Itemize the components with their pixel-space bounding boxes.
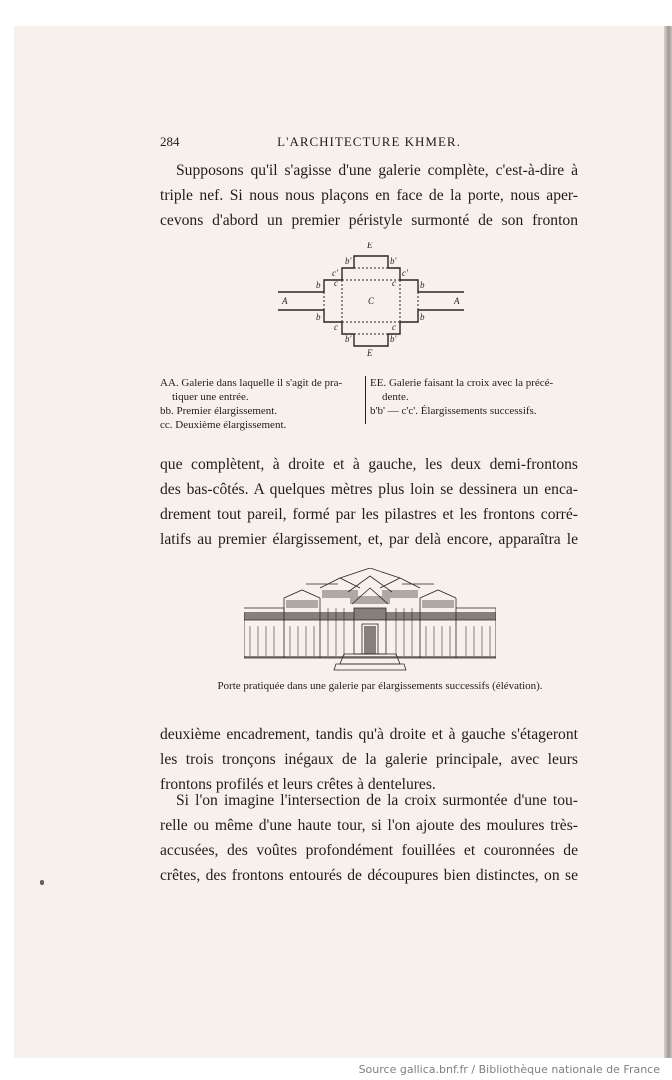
label-C: C [368, 296, 375, 306]
label-b-prime: b' [390, 256, 397, 266]
text-line: crêtes, des frontons entourés de découpures bien distinctes, on se [160, 867, 578, 884]
label-b-prime: b' [345, 256, 352, 266]
label-b-prime: b' [345, 334, 352, 344]
legend-entry: cc. Deuxième élargissement. [160, 419, 287, 431]
text-line: Si l'on imagine l'intersection de la croix surmontée d'une tou- [176, 792, 578, 809]
label-A-right: A [454, 296, 460, 306]
legend-entry: bb. Premier élargissement. [160, 405, 278, 417]
text-line: latifs au premier élargissement, et, par delà encore, apparaîtra le [160, 531, 578, 548]
label-b: b [420, 280, 425, 290]
label-b-prime: b' [390, 334, 397, 344]
paragraph-2 [160, 452, 578, 552]
label-b: b [316, 312, 321, 322]
label-A-left: A [282, 296, 288, 306]
legend-entry-continued: tiquer une entrée. [172, 391, 249, 403]
floor-plan-figure [276, 242, 466, 358]
legend-entry-continued: dente. [382, 391, 409, 403]
paragraph-3 [160, 722, 578, 797]
label-E-bottom: E [367, 348, 373, 358]
figure-caption: Porte pratiquée dans une galerie par élargissements successifs (élévation). [217, 680, 543, 692]
text-line: triple nef. Si nous nous plaçons en face de la porte, nous aper- [160, 187, 578, 204]
legend-left-column [160, 376, 366, 432]
legend-right-column [370, 376, 582, 418]
page-edge-shadow [664, 26, 672, 1058]
legend-entry: EE. Galerie faisant la croix avec la précé- [370, 377, 554, 389]
text-line: que complètent, à droite et à gauche, les deux demi-frontons [160, 456, 578, 473]
text-line: frontons profilés et leurs crêtes à dentelures. [160, 776, 436, 793]
label-c: c [392, 322, 396, 332]
source-credit: Source gallica.bnf.fr / Bibliothèque nationale de France [358, 1063, 660, 1076]
label-c: c [334, 322, 338, 332]
label-b: b [420, 312, 425, 322]
label-c-prime: c' [402, 268, 408, 278]
legend-divider [365, 376, 366, 424]
legend-entry: AA. Galerie dans laquelle il s'agit de pra- [160, 377, 343, 389]
text-line: Supposons qu'il s'agisse d'une galerie complète, c'est-à-dire à [176, 162, 578, 179]
label-b: b [316, 280, 321, 290]
text-line: deuxième encadrement, tandis qu'à droite et à gauche s'étageront [160, 726, 578, 743]
legend-entry: b'b' — c'c'. Élargissements successifs. [370, 405, 537, 417]
page-number: 284 [160, 134, 180, 149]
ink-speck [40, 880, 44, 885]
paragraph-1 [160, 158, 578, 233]
label-c: c [392, 278, 396, 288]
gallery-elevation-engraving [244, 568, 496, 672]
text-line: accusées, des voûtes profondément fouillées et couronnées de [160, 842, 578, 859]
label-c-prime: c' [332, 268, 338, 278]
running-title: L'ARCHITECTURE KHMER. [277, 134, 461, 149]
text-line: relle ou même d'une haute tour, si l'on ajoute des moulures très- [160, 817, 578, 834]
text-line: cevons d'abord un premier péristyle surmonté de son fronton [160, 212, 578, 229]
label-E-top: E [367, 242, 373, 250]
text-line: drement tout pareil, formé par les pilastres et les frontons corré- [160, 506, 578, 523]
text-line: les trois tronçons inégaux de la galerie principale, avec leurs [160, 751, 578, 768]
paragraph-4 [160, 788, 578, 888]
label-c: c [334, 278, 338, 288]
text-line: des bas-côtés. A quelques mètres plus loin se dessinera un enca- [160, 481, 578, 498]
